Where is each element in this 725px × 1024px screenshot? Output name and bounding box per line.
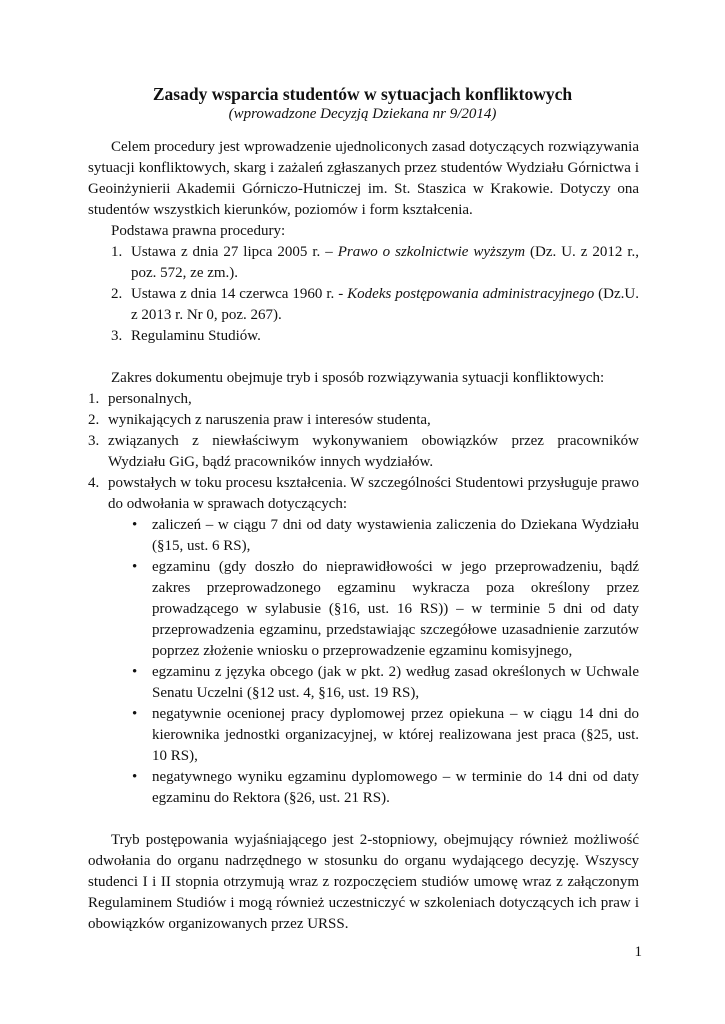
- legal-basis-list: [88, 242, 639, 347]
- bullet-text: egzaminu z języka obcego (jak w pkt. 2) według zasad określonych w Uchwale Senatu Uczelni (§12 ust. 4, §16, ust. 19 RS),: [152, 664, 639, 701]
- list-number: 2.: [88, 412, 100, 428]
- intro-paragraph: Celem procedury jest wprowadzenie ujednoliconych zasad dotyczących rozwiązywania sytuacji konfliktowych, skarg i zażaleń zgłaszanych przez studentów Wydziału Górnictwa i Geoinżynierii Akademii Górniczo-Hutniczej im. St. Staszica w Krakowie. Dotyczy ona studentów wszystkich kierunków, poziomów i form kształcenia.: [88, 139, 639, 218]
- appeal-bullet-list: [108, 515, 639, 809]
- legal-basis-item: [111, 284, 639, 326]
- act-title: Prawo o szkolnictwie wyższym: [337, 244, 526, 260]
- list-number: 2.: [111, 286, 123, 302]
- bullet-item: [132, 557, 639, 662]
- list-item-text: personalnych,: [108, 391, 192, 407]
- bullet-text: egzaminu (gdy doszło do nieprawidłowości w jego przeprowadzeniu, bądź zakres przeprowadzonego egzaminu wykracza poza określony przez prowadzącego w sylabusie (§16, ust. 16 RS)) – w terminie 5 dni od daty przeprowadzenia egzaminu, przedstawiając szczegółowe uzasadnienie zarzutów poprzez złożenie wniosku o przeprowadzenie egzaminu komisyjnego,: [152, 559, 639, 659]
- bullet-icon: •: [132, 706, 138, 722]
- scope-item: [88, 389, 639, 410]
- act-title: Kodeks postępowania administracyjnego: [347, 286, 595, 302]
- legal-basis-item: [111, 242, 639, 284]
- bullet-icon: •: [132, 517, 138, 533]
- document-body: [88, 137, 639, 935]
- list-item-text: Ustawa z dnia 14 czerwca 1960 r. - Kodeks postępowania administracyjnego (Dz.U. z 2013 r. Nr 0, poz. 267).: [131, 286, 639, 323]
- bullet-icon: •: [132, 664, 138, 680]
- legal-basis-heading: Podstawa prawna procedury:: [111, 223, 286, 239]
- bullet-item: [132, 515, 639, 557]
- scope-item: [88, 410, 639, 431]
- document-title: Zasady wsparcia studentów w sytuacjach konfliktowych: [152, 84, 573, 104]
- list-number: 1.: [111, 244, 123, 260]
- bullet-item: [132, 662, 639, 704]
- list-item-text: Regulaminu Studiów.: [131, 328, 261, 344]
- list-item-text: wynikających z naruszenia praw i interesów studenta,: [108, 412, 431, 428]
- bullet-icon: •: [132, 769, 138, 785]
- closing-paragraph: Tryb postępowania wyjaśniającego jest 2-stopniowy, obejmujący również możliwość odwołania do organu nadrzędnego w stosunku do organu wydającego decyzję. Wszyscy studenci I i II stopnia otrzymują wraz z rozpoczęciem studiów umowę wraz z załączonym Regulaminem Studiów i mogą również uczestniczyć w szkoleniach dotyczących ich praw i obowiązków organizowanych przez URSS.: [88, 832, 639, 932]
- list-number: 3.: [111, 328, 123, 344]
- scope-item: [88, 473, 639, 809]
- bullet-text: negatywnie ocenionej pracy dyplomowej przez opiekuna – w ciągu 14 dni do kierownika jednostki organizacyjnej, w której realizowana jest praca (§25, ust. 10 RS),: [152, 706, 639, 764]
- document-subtitle: (wprowadzone Decyzją Dziekana nr 9/2014): [228, 106, 497, 122]
- bullet-icon: •: [132, 559, 138, 575]
- bullet-item: [132, 767, 639, 809]
- scope-list: [88, 389, 639, 809]
- scope-item: [88, 431, 639, 473]
- page-number: 1: [634, 944, 642, 960]
- legal-basis-item: [111, 326, 639, 347]
- list-item-text: powstałych w toku procesu kształcenia. W szczególności Studentowi przysługuje prawo do odwołania w sprawach dotyczących:: [108, 475, 639, 512]
- bullet-text: zaliczeń – w ciągu 7 dni od daty wystawienia zaliczenia do Dziekana Wydziału (§15, ust. 6 RS),: [152, 517, 639, 554]
- bullet-item: [132, 704, 639, 767]
- list-number: 4.: [88, 475, 100, 491]
- list-item-text: związanych z niewłaściwym wykonywaniem obowiązków przez pracowników Wydziału GiG, bądź pracowników innych wydziałów.: [108, 433, 639, 470]
- list-number: 1.: [88, 391, 100, 407]
- scope-heading: Zakres dokumentu obejmuje tryb i sposób rozwiązywania sytuacji konfliktowych:: [111, 370, 605, 386]
- list-item-text: Ustawa z dnia 27 lipca 2005 r. – Prawo o szkolnictwie wyższym (Dz. U. z 2012 r., poz. 572, ze zm.).: [131, 244, 639, 281]
- list-number: 3.: [88, 433, 100, 449]
- bullet-text: negatywnego wyniku egzaminu dyplomowego – w terminie do 14 dni od daty egzaminu do Rektora (§26, ust. 21 RS).: [152, 769, 639, 806]
